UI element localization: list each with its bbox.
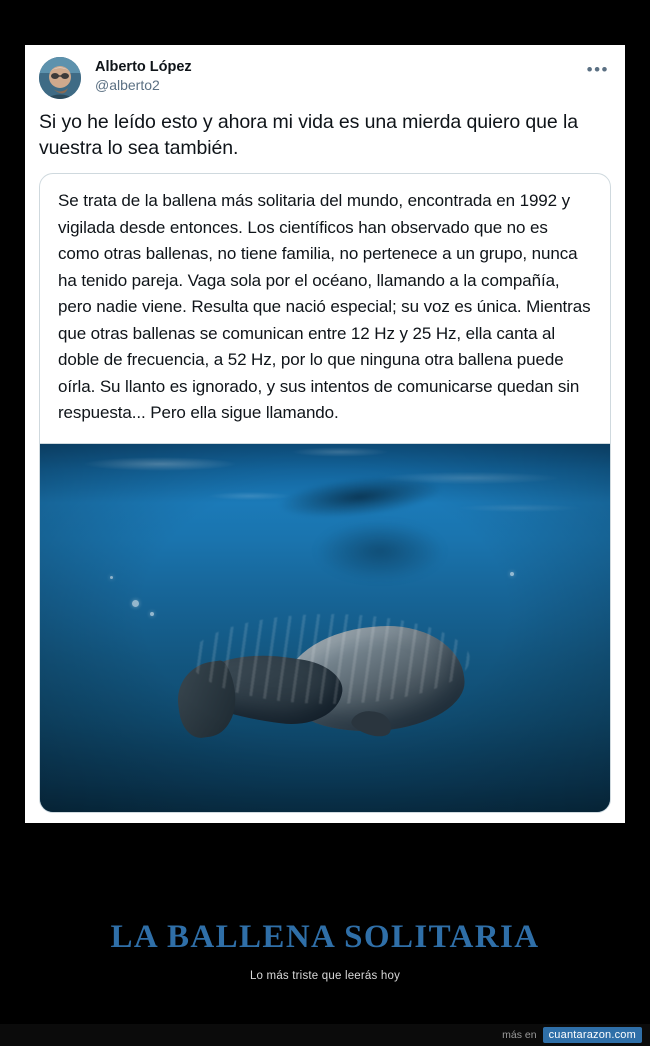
quoted-post-text: Se trata de la ballena más solitaria del mundo, encontrada en 1992 y vigilada desde entonces. Los científicos han observado que no es como otras ballenas, no tiene familia, no pertenece a un grupo, nunca ha tenido pareja. Vaga sola por el océano, llamando a la compañía, pero nadie viene. Resulta que nació especial; su voz es única. Mientras que otras ballenas se comunican entre 12 Hz y 25 Hz, ella canta al doble de frecuencia, a 52 Hz, por lo que ninguna otra ballena puede oírla. Su llanto es ignorado, y sus intentos de comunicarse quedan sin respuesta... Pero ella sigue llamando. [58, 191, 591, 422]
avatar[interactable] [39, 57, 81, 99]
tweet-card [25, 45, 625, 823]
author-handle: @alberto2 [95, 77, 160, 93]
photo-vignette [40, 444, 610, 812]
tweet-text: Si yo he leído esto y ahora mi vida es una mierda quiero que la vuestra lo sea también. [39, 111, 578, 159]
author-display-name: Alberto López [95, 59, 192, 75]
quoted-post-card[interactable] [39, 173, 611, 813]
footer-title: LA BALLENA SOLITARIA [110, 919, 540, 955]
bottom-bar-note: más en [502, 1029, 537, 1041]
bottom-bar [0, 1024, 650, 1046]
whale-photo[interactable] [40, 443, 610, 812]
footer [0, 918, 650, 982]
tweet-header [39, 57, 611, 105]
author-names [95, 57, 192, 94]
more-options-icon[interactable]: ••• [586, 60, 609, 79]
footer-subtitle: Lo más triste que leerás hoy [249, 970, 401, 982]
bottom-bar-brand[interactable]: cuantarazon.com [543, 1027, 642, 1043]
